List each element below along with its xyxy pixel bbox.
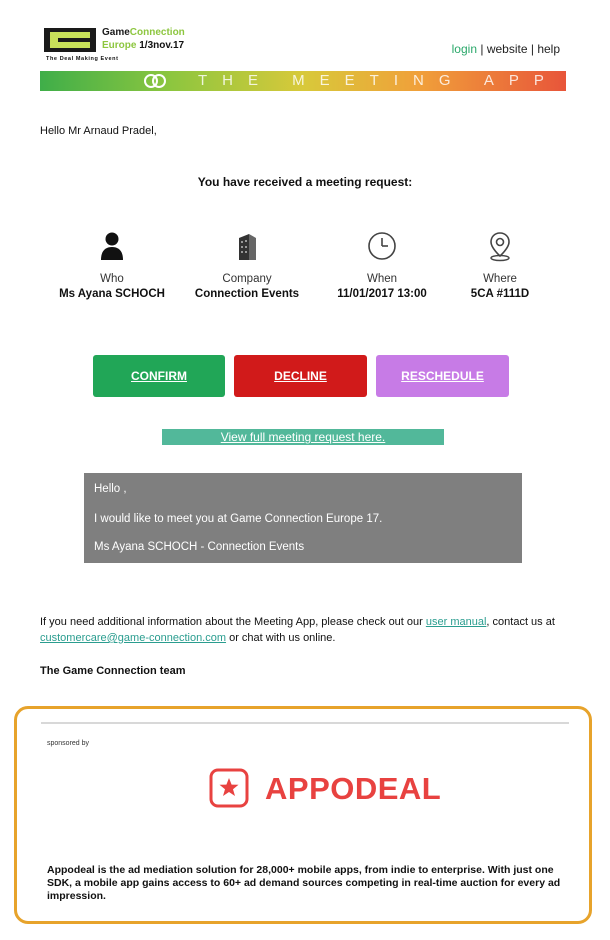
logo-event: Europe 1/3nov.17 bbox=[102, 40, 185, 51]
help-link[interactable]: help bbox=[537, 42, 560, 56]
confirm-button[interactable]: CONFIRM bbox=[93, 355, 225, 397]
decline-button[interactable]: DECLINE bbox=[234, 355, 367, 397]
message-line: Ms Ayana SCHOCH - Connection Events bbox=[94, 541, 305, 553]
top-links: login | website | help bbox=[451, 42, 560, 56]
website-link[interactable]: website bbox=[486, 42, 528, 56]
building-icon bbox=[231, 230, 263, 262]
request-title: You have received a meeting request: bbox=[197, 175, 413, 189]
message-line: Hello , bbox=[94, 483, 127, 495]
login-link[interactable]: login bbox=[451, 42, 477, 56]
banner-title: THE MEETING APP bbox=[198, 72, 559, 89]
sponsored-by-label: sponsored by bbox=[47, 740, 90, 747]
appodeal-logo-text[interactable]: APPODEAL bbox=[265, 771, 442, 806]
sponsor-description: Appodeal is the ad mediation solution for 28,000+ mobile apps, from indie to enterprise. With just one SDK, a mobile app gains access to 60+ ad demand sources competing in real-time auction for every ad impression. bbox=[47, 864, 561, 902]
message-box bbox=[84, 473, 522, 563]
meeting-app-banner bbox=[40, 71, 566, 91]
detail-when: When 11/01/2017 13:00 bbox=[317, 230, 447, 300]
help-info-text: If you need additional information about the Meeting App, please check out our user manual, contact us at customercare@game-connection.com or chat with us online. bbox=[40, 616, 555, 644]
team-signature: The Game Connection team bbox=[40, 665, 186, 677]
greeting: Hello Mr Arnaud Pradel, bbox=[40, 125, 157, 137]
detail-who: Who Ms Ayana SCHOCH bbox=[47, 230, 177, 300]
divider bbox=[41, 722, 569, 724]
linked-rings-icon bbox=[142, 73, 168, 89]
logo-mark-icon bbox=[44, 28, 96, 52]
logo-tagline: The Deal Making Event bbox=[46, 56, 119, 62]
view-full-request-link[interactable]: View full meeting request here. bbox=[162, 429, 444, 445]
detail-where: Where 5CA #111D bbox=[435, 230, 565, 300]
appodeal-star-icon[interactable] bbox=[209, 768, 249, 808]
message-line: I would like to meet you at Game Connection Europe 17. bbox=[94, 513, 383, 525]
support-email-link[interactable]: customercare@game-connection.com bbox=[40, 632, 227, 644]
logo-name: GameConnection bbox=[102, 27, 185, 38]
location-pin-icon bbox=[484, 230, 516, 262]
detail-company: Company Connection Events bbox=[182, 230, 312, 300]
person-icon bbox=[96, 230, 128, 262]
reschedule-button[interactable]: RESCHEDULE bbox=[376, 355, 509, 397]
game-connection-logo bbox=[44, 26, 194, 68]
sponsor-panel bbox=[14, 706, 592, 924]
clock-icon bbox=[366, 230, 398, 262]
user-manual-link[interactable]: user manual bbox=[425, 616, 487, 628]
